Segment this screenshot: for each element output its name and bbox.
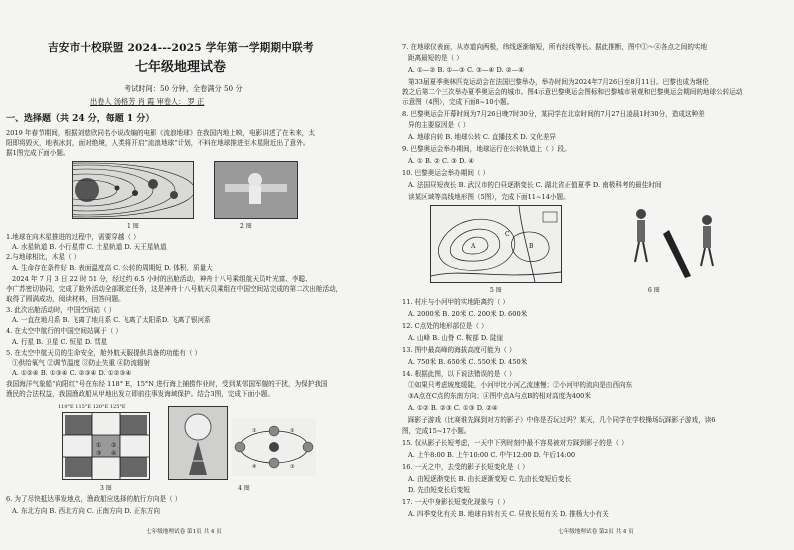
figure-label: 3 图 [100, 485, 112, 492]
svg-text:①: ① [96, 442, 102, 449]
contour-map-drawing [431, 206, 561, 282]
question-10-options: A. 法国昼短夜长 B. 武汉市的白昼逐渐变长 C. 湖北省正值夏季 D. 南极科考的最佳时间 [408, 181, 662, 189]
figure-label: 4 图 [238, 485, 250, 492]
svg-text:C: C [505, 231, 510, 238]
shadow-game-figure [615, 200, 735, 282]
question-5: 5. 在太空中航天员的生命安全，舱外航天服提供具备的功能有（ ） [6, 349, 202, 357]
exam-subject: 七年级地理试卷 [135, 60, 227, 75]
question-17: 17. 一天中身影长短变化现象与（ ） [402, 498, 509, 506]
spacewalk-drawing [215, 162, 297, 218]
question-12: 12. C点处的地形部位是（ ） [402, 322, 488, 330]
question-13: 13. 图中最高峰的海拔高度可能为（ ） [402, 346, 516, 354]
staff-line: 出卷人 汤格芳 肖 霞 审卷人： 罗 正 [90, 97, 205, 106]
question-11-options: A. 2000米 B. 20米 C. 200米 D. 600米 [408, 310, 528, 318]
paris-tower-drawing [169, 407, 227, 479]
lat-lon-grid-drawing [63, 413, 149, 479]
question-14: 14. 根据此图，以下说法错误的是（ ） [402, 370, 516, 378]
page-footer: 七年级地理试卷 第1页 共 4 页 [146, 529, 222, 535]
question-8-cont: 异的主要原因是（ ） [408, 121, 470, 129]
intro-text: 踩影子游戏（比赛谁先踩到对方的影子）中你是否玩过吗？某天，几个同学在学校操场玩踩影子游戏，读6 [408, 416, 716, 424]
question-5-items: ①供给氧气 ②调节温度 ③防止失重 ④防流辐射 [12, 359, 151, 367]
shadow-game-drawing [615, 200, 735, 282]
svg-text:A: A [471, 243, 476, 250]
question-16-options: D. 先由短变长后变短 [408, 486, 470, 494]
question-4: 4. 在太空中航行的中国空间站属于（ ） [6, 327, 122, 335]
earth-orbit-drawing [232, 418, 316, 476]
question-4-options: A. 行星 B. 卫星 C. 恒星 D. 彗星 [12, 338, 108, 346]
question-13-options: A. 750米 B. 650米 C. 550米 D. 450米 [408, 358, 528, 366]
figure-label: 5 图 [490, 287, 502, 294]
earth-orbit-figure [232, 418, 316, 476]
svg-text:③: ③ [96, 450, 102, 457]
page-right [400, 0, 794, 550]
question-16: 16. 一天之中，去受的影子长短变化是（ ） [402, 463, 529, 471]
figure-label: 2 图 [240, 223, 252, 230]
svg-text:②: ② [111, 442, 117, 449]
question-8: 8. 巴黎奥运会开幕时间为7月26日晚7时30分，某同学在北京时间的7月27日凌晨1时30分，造成这种差 [402, 110, 705, 118]
question-7-cont: 距离最短的是（ ） [408, 54, 463, 62]
question-17-options: A. 四季变化有关 B. 地球自转有关 C. 昼夜长短有关 D. 推杨大小有关 [408, 510, 609, 518]
spacewalk-photo [214, 161, 298, 219]
paris-olympics-logo [168, 406, 228, 480]
figure-label: 6 图 [648, 287, 660, 294]
question-14-items: ①如果只考虑坡度缓陡，小河甲比小河乙流速慢；②小河甲的流向是由西向东 [408, 381, 633, 389]
svg-text:B: B [529, 243, 534, 250]
contour-map-figure [430, 205, 562, 283]
page-footer: 七年级地理试卷 第2页 共 4 页 [558, 529, 634, 535]
section-heading: 一、选择题（共 24 分，每题 1 分） [6, 114, 155, 124]
question-1-options: A. 水星轨道 B. 小行星带 C. 土星轨道 D. 天王星轨道 [12, 243, 167, 251]
exam-title: 吉安市十校联盟 2024---2025 学年第一学期期中联考 [48, 42, 314, 54]
intro-text: 第33届夏季奥林匹克运动会在法国巴黎举办，举办时间为2024年7月26日至8月11日。巴黎也成为继伦 [408, 78, 709, 86]
intro-text: 阳即将毁灭，地表冰封，面对绝境，人类将开启“流浪地球”计划，不料在地球推进至木星附近出了意外。 [6, 139, 310, 147]
question-1: 1.地球在向木星推进的过程中，需要穿越（ ） [6, 233, 140, 241]
intro-text: 2024 年 7 月 3 日 22 时 51 分，经过约 6.5 小时的出舱活动，神舟十八号乘组航天员叶光富、李聪、 [12, 275, 312, 283]
exam-info: 考试时间：50 分钟、全卷满分 50 分 [124, 84, 243, 93]
svg-text:①: ① [252, 428, 257, 434]
intro-text: 图，完成15~17小题。 [402, 427, 471, 435]
question-3: 3. 此次出舱活动时，中国空间站（ ） [6, 306, 116, 314]
svg-text:④: ④ [111, 450, 117, 457]
question-7: 7. 在地球仪表面，从赤道向两极，纬线逐渐缩短，所有经线等长。据此推断，图中①～④各点之间的实地 [402, 43, 708, 51]
svg-text:③: ③ [290, 464, 295, 470]
question-9: 9. 巴黎奥运会举办期间，地球运行在公转轨道上（ ）段。 [402, 145, 571, 153]
svg-text:④: ④ [252, 464, 257, 470]
solar-system-drawing [73, 162, 193, 218]
grid-top-labels: 110°E 115°E 120°E 125°E [58, 404, 126, 410]
solar-system-figure [72, 161, 194, 219]
intro-text: 示意图（4图），完成下面8~10小题。 [402, 98, 514, 106]
intro-text: 取得了圆满成功，阅读材料，回答问题。 [6, 295, 125, 303]
question-16-options: A. 由短逐渐变长 B. 由长逐渐变短 C. 先由长变短后变长 [408, 475, 572, 483]
question-9-options: A. ① B. ② C. ③ D. ④ [408, 157, 475, 165]
figure-label: 1 图 [127, 223, 139, 230]
question-2: 2.与地球相比，木星（ ） [6, 253, 81, 261]
svg-text:②: ② [290, 428, 295, 434]
intro-text: 我国海洋气象船“向阳红”号在东经 118° E，15°N 进行海上捕捞作业时，受到某邻国军舰的干扰，为保护我国 [6, 380, 328, 388]
question-5-options: A. ①②④ B. ①③④ C. ②③④ D. ①②③④ [12, 369, 132, 377]
question-12-options: A. 山峰 B. 山脊 C. 鞍部 D. 陡崖 [408, 334, 504, 342]
intro-text: 2019 年春节期间，根据刘慈欣同名小说改编的电影《流浪地球》在我国内地上映，电影讲述了在未来，太 [6, 129, 315, 137]
question-14-options: A. ①② B. ②③ C. ①③ D. ②④ [408, 404, 498, 412]
question-8-options: A. 地球自转 B. 地球公转 C. 直播技术 D. 文化差异 [408, 133, 557, 141]
lat-lon-grid-figure [62, 412, 150, 480]
intro-text: 渔民的合法权益，我国渔政船从甲地出发立即前往事发海域保护。结合3图，完成下面小题。 [6, 390, 274, 398]
question-11: 11. 村庄与小河甲的实地距离约（ ） [402, 298, 509, 306]
intro-text: 读某区域等高线地形图（5图），完成下面11~14小题。 [408, 193, 570, 201]
question-6-options: A. 东北方向 B. 西北方向 C. 正南方向 D. 正东方向 [12, 507, 161, 515]
intro-text: 敦之后第二个三次举办夏季奥运会的城市。图4示意巴黎奥运会图标和巴黎城市景观和巴黎奥运会期间的地球公转运动 [402, 88, 743, 96]
intro-text: 据1图完成下面小题。 [6, 149, 70, 157]
question-15-options: A. 上午8:00 B. 上午10:00 C. 中午12:00 D. 午后14:00 [408, 451, 576, 459]
question-6: 6. 为了尽快抵达事发地点，渔政船应选择的航行方向是（ ） [6, 495, 182, 503]
question-2-options: A. 生命存在条件好 B. 表面温度高 C. 公转的周期短 D. 体积、质量大 [12, 264, 213, 272]
question-10: 10. 巴黎奥运会举办期间（ ） [402, 169, 490, 177]
intro-text: 李广苏密切协同，完成了舱外活动全部既定任务，这是神舟十八号航天员乘组在中国空间站完成的第二次出舱活动， [6, 285, 343, 293]
question-7-options: A. ①—② B. ①—③ C. ③—④ D. ②—④ [408, 66, 525, 74]
question-14-items: ③A点在C点的东南方向；④图中点A与点B的相对高度为400米 [408, 392, 591, 400]
question-15: 15. 仅从影子长短考虑，一天中下列时刻中最不容易被对方踩到影子的是（ ） [402, 439, 628, 447]
question-3-options: A. 一直在地月系 B. 飞离了地月系 C. 飞离了太阳系D. 飞离了银河系 [12, 316, 211, 324]
